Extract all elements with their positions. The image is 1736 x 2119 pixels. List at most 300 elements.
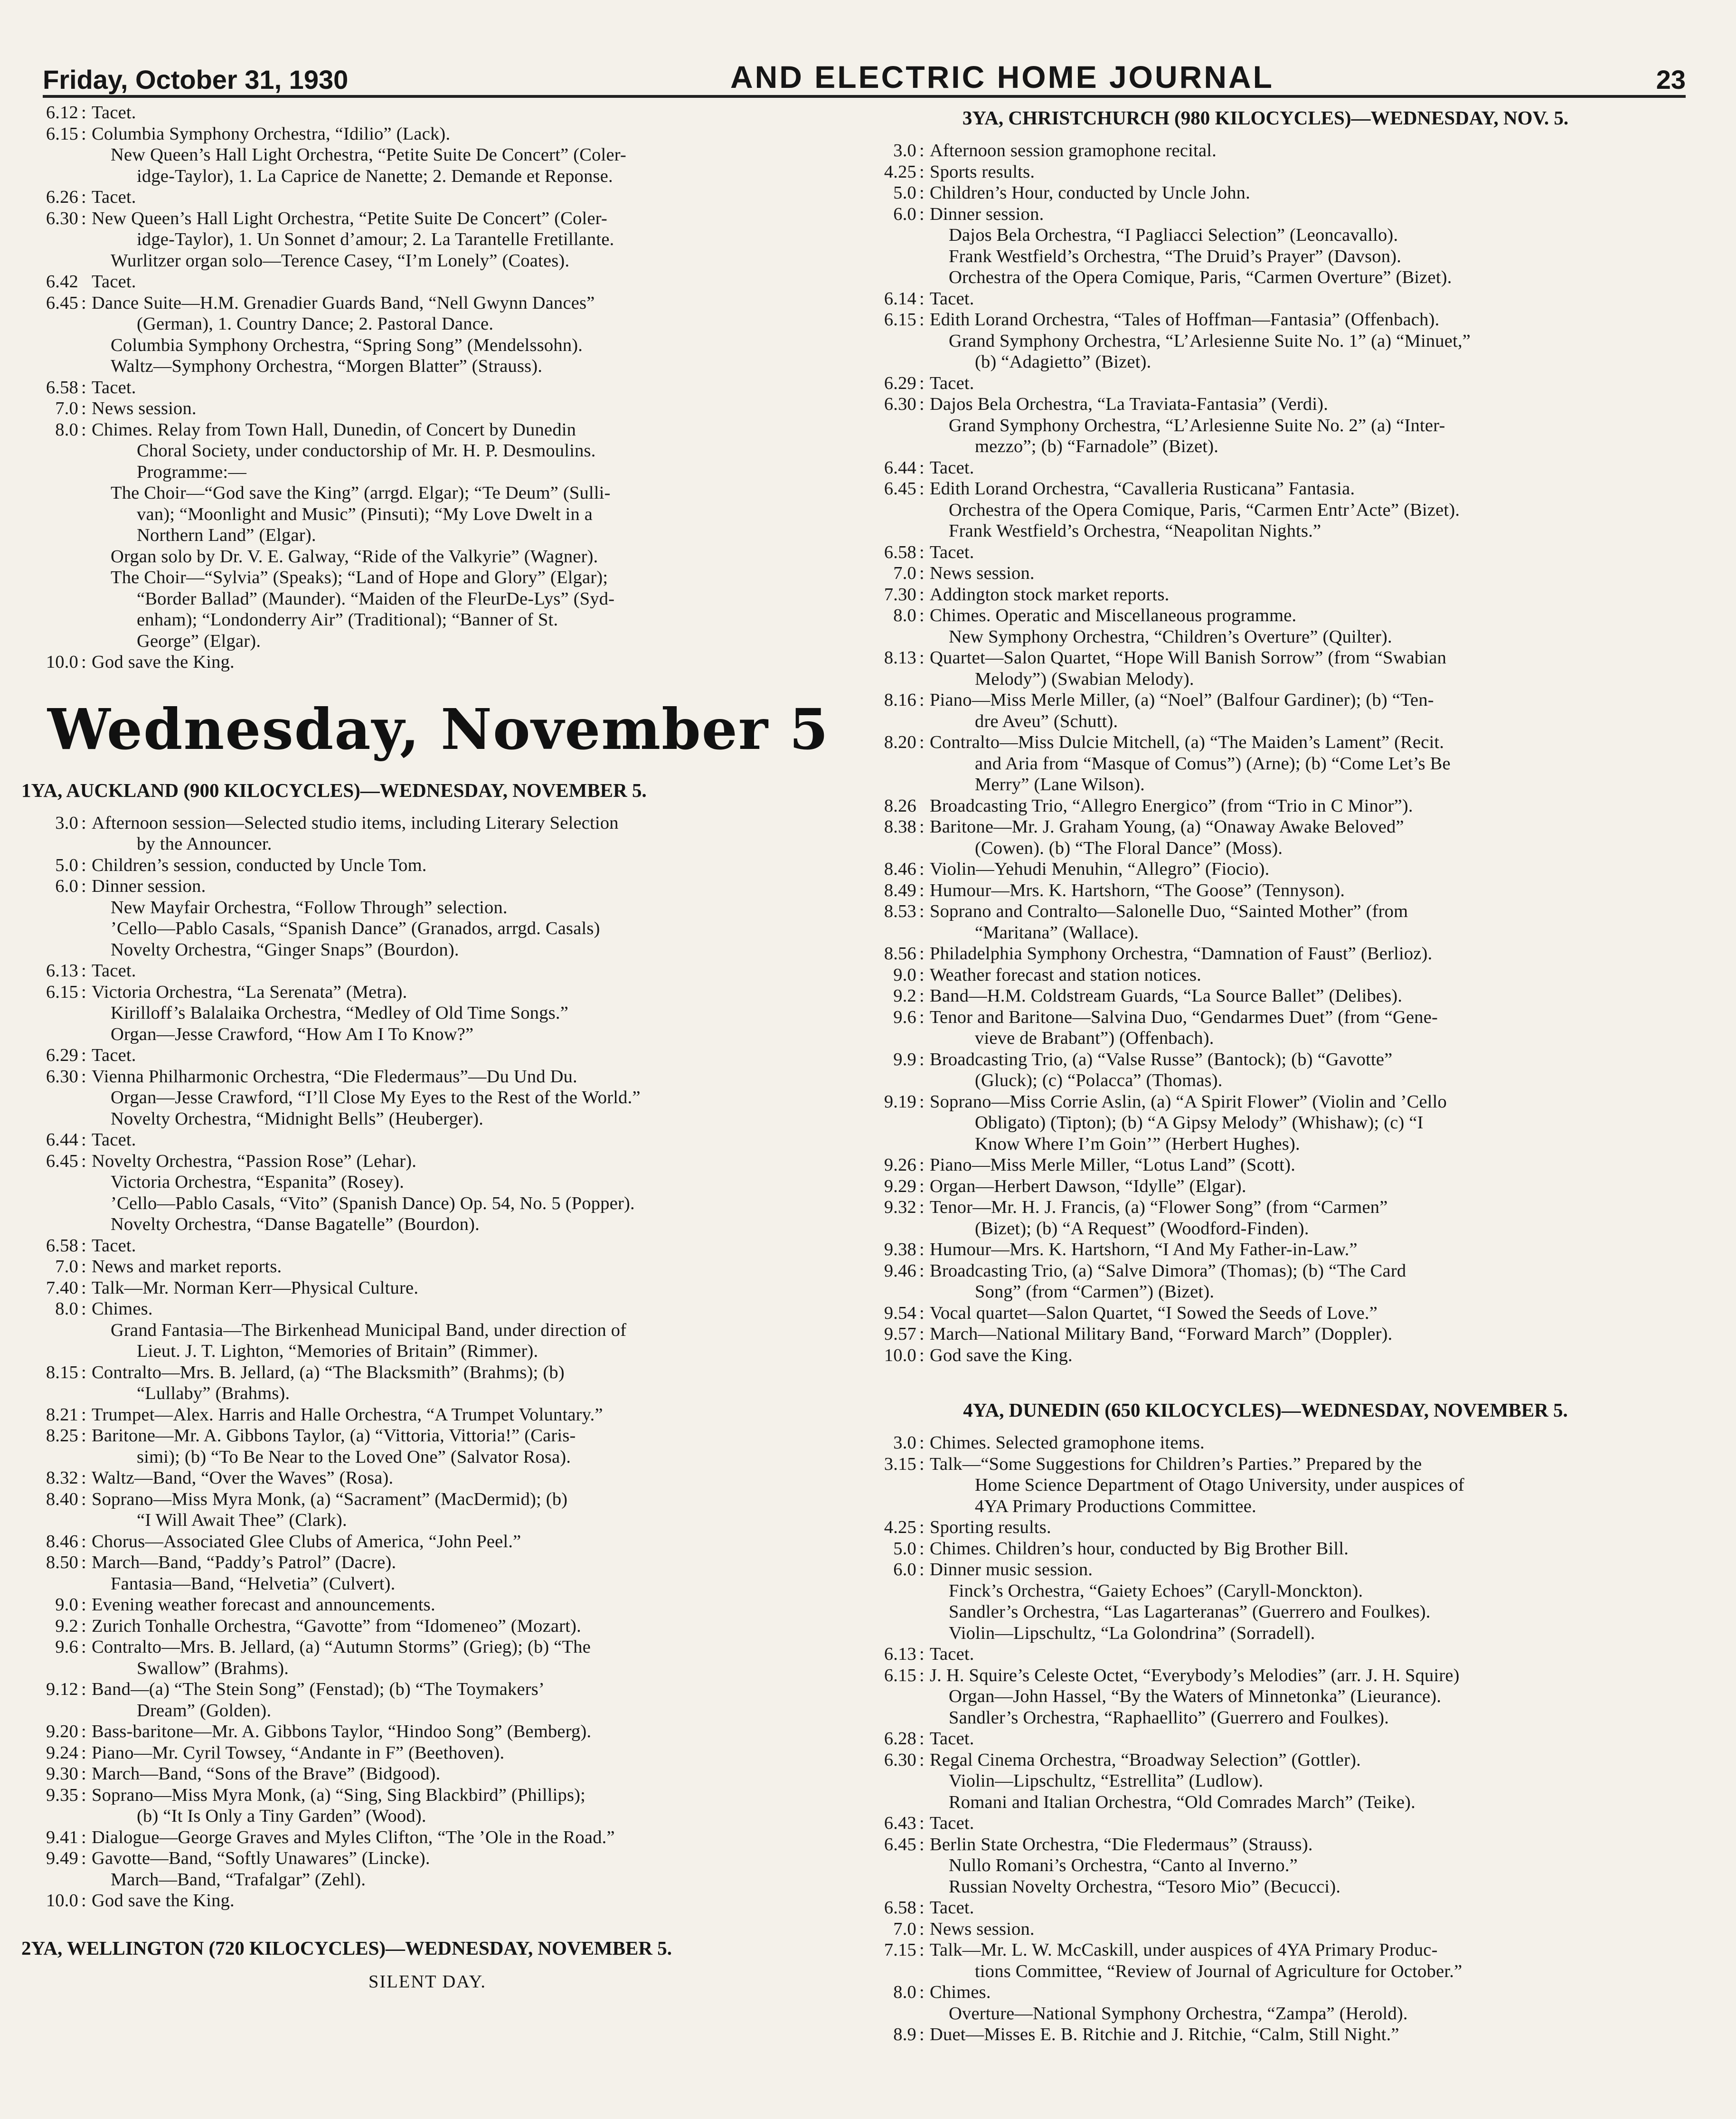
programme-text: Vocal quartet—Salon Quartet, “I Sowed the Seeds of Love.” <box>930 1303 1377 1323</box>
programme-line <box>21 813 833 834</box>
time-separator <box>919 1876 930 1898</box>
programme-line <box>859 182 1671 204</box>
programme-text: Frank Westfield’s Orchestra, “The Druid’s Prayer” (Davson). <box>949 246 1402 266</box>
programme-line <box>21 187 833 208</box>
programme-line <box>859 1517 1671 1538</box>
programme-line <box>859 1580 1671 1602</box>
programme-line <box>859 1665 1671 1686</box>
time-separator <box>81 250 92 272</box>
time-label: 6.13 <box>884 1644 916 1664</box>
programme-text: Victoria Orchestra, “Espanita” (Rosey). <box>111 1172 405 1192</box>
programme-text: “Border Ballad” (Maunder). “Maiden of the FleurDe-Lys” (Syd- <box>137 588 615 609</box>
programme-text: March—National Military Band, “Forward March” (Doppler). <box>930 1324 1393 1344</box>
programme-line <box>859 1686 1671 1707</box>
time-separator: : <box>81 876 86 896</box>
programme-text: Programme:— <box>137 462 247 482</box>
programme-line <box>21 1616 833 1637</box>
programme-text: Soprano—Miss Myra Monk, (a) “Sing, Sing Blackbird” (Phillips); <box>92 1785 586 1805</box>
time-separator: : <box>81 1404 86 1425</box>
time-separator: : <box>919 1729 925 1749</box>
time-label: 6.0 <box>55 876 78 896</box>
programme-text: Children’s Hour, conducted by Uncle John. <box>930 183 1250 203</box>
time-separator: : <box>81 652 86 672</box>
programme-line <box>859 985 1671 1007</box>
programme-line <box>859 457 1671 479</box>
programme-text: Waltz—Band, “Over the Waves” (Rosa). <box>92 1468 394 1488</box>
programme-line <box>859 1644 1671 1665</box>
programme-text: Tacet. <box>92 961 136 981</box>
programme-text: idge-Taylor), 1. Un Sonnet d’amour; 2. La Tarantelle Fretillante. <box>137 229 614 249</box>
programme-text: Philadelphia Symphony Orchestra, “Damnation of Faust” (Berlioz). <box>930 944 1433 964</box>
programme-text: Dinner music session. <box>930 1560 1093 1580</box>
programme-line <box>21 609 833 631</box>
programme-line <box>21 1383 833 1404</box>
time-separator: : <box>919 1324 925 1344</box>
programme-line <box>21 1510 833 1531</box>
time-label: 9.0 <box>893 965 916 985</box>
time-label <box>21 546 81 568</box>
time-label <box>859 1770 919 1792</box>
programme-3ya <box>859 140 1671 1366</box>
programme-line <box>21 1214 833 1235</box>
programme-line <box>859 246 1671 267</box>
time-separator: : <box>919 944 925 964</box>
programme-line <box>21 1890 833 1911</box>
time-separator <box>81 1383 92 1404</box>
programme-line <box>859 1961 1671 1982</box>
time-label <box>21 1193 81 1214</box>
programme-text: tions Committee, “Review of Journal of Agriculture for October.” <box>975 1961 1462 1981</box>
time-separator <box>81 1510 92 1531</box>
time-separator: : <box>81 1257 86 1277</box>
programme-line <box>859 1324 1671 1345</box>
time-label: 9.2 <box>55 1616 78 1636</box>
time-label <box>859 1876 919 1898</box>
programme-text: Obligato) (Tipton); (b) “A Gipsy Melody” (Whishaw); (c) “I <box>975 1113 1424 1133</box>
time-label: 8.56 <box>884 944 916 964</box>
time-label: 8.0 <box>893 605 916 625</box>
programme-line <box>859 1197 1671 1218</box>
programme-text: New Mayfair Orchestra, “Follow Through” selection. <box>111 897 508 918</box>
time-label <box>21 897 81 918</box>
time-separator <box>919 922 930 944</box>
time-separator: : <box>919 817 925 837</box>
programme-line <box>859 2003 1671 2024</box>
programme-line <box>859 1070 1671 1091</box>
programme-text: Children’s session, conducted by Uncle Tom. <box>92 855 427 875</box>
programme-text: Organ—Jesse Crawford, “How Am I To Know?” <box>111 1024 474 1044</box>
programme-text: Tacet. <box>930 1813 974 1833</box>
programme-4ya <box>859 1432 1671 2045</box>
programme-line <box>21 897 833 918</box>
time-label: 8.53 <box>884 901 916 921</box>
time-label <box>21 1214 81 1235</box>
time-label: 9.6 <box>893 1007 916 1027</box>
time-separator: : <box>919 986 925 1006</box>
time-separator <box>81 1193 92 1214</box>
time-label <box>21 525 81 546</box>
time-separator <box>81 440 92 462</box>
time-label: 3.0 <box>55 813 78 833</box>
time-label <box>859 1112 919 1134</box>
time-label: 6.58 <box>884 1898 916 1918</box>
time-separator: : <box>919 1049 925 1069</box>
programme-text: Merry” (Lane Wilson). <box>975 775 1145 795</box>
time-label: 8.25 <box>46 1426 78 1446</box>
time-separator: : <box>81 961 86 981</box>
time-label <box>21 609 81 631</box>
time-label: 4.25 <box>884 161 916 182</box>
time-label <box>859 246 919 267</box>
programme-line <box>21 398 833 419</box>
programme-text: and Aria from “Masque of Comus”) (Arne); (b) “Come Let’s Be <box>975 753 1451 774</box>
programme-line <box>21 567 833 588</box>
programme-line <box>21 652 833 673</box>
programme-text: March—Band, “Trafalgar” (Zehl). <box>111 1869 366 1890</box>
programme-text: Home Science Department of Otago University, under auspices of <box>975 1475 1464 1495</box>
time-label: 5.0 <box>893 183 916 203</box>
programme-text: Tenor—Mr. H. J. Francis, (a) “Flower Song” (from “Carmen” <box>930 1197 1388 1217</box>
programme-line <box>859 373 1671 394</box>
programme-line <box>21 918 833 939</box>
programme-line <box>859 753 1671 775</box>
time-separator: : <box>919 542 925 562</box>
time-label <box>21 356 81 377</box>
programme-text: New Queen’s Hall Light Orchestra, “Petite Suite De Concert” (Coler- <box>111 145 627 165</box>
programme-line <box>21 271 833 293</box>
programme-text: (German), 1. Country Dance; 2. Pastoral Dance. <box>137 314 494 334</box>
programme-text: Tenor and Baritone—Salvina Duo, “Gendarmes Duet” (from “Gene- <box>930 1007 1438 1027</box>
time-label <box>21 166 81 187</box>
programme-line <box>859 1813 1671 1834</box>
time-label <box>21 1658 81 1679</box>
programme-text: Contralto—Mrs. B. Jellard, (a) “Autumn Storms” (Grieg); (b) “The <box>92 1637 591 1657</box>
time-label <box>859 2003 919 2024</box>
time-label <box>21 588 81 610</box>
time-separator <box>919 1601 930 1623</box>
time-separator <box>919 246 930 267</box>
programme-text: “Lullaby” (Brahms). <box>137 1383 290 1403</box>
time-separator <box>919 267 930 288</box>
time-label: 6.15 <box>884 1665 916 1685</box>
time-separator: : <box>81 1468 86 1488</box>
time-separator: : <box>919 965 925 985</box>
time-label <box>859 1792 919 1813</box>
time-label <box>21 482 81 504</box>
programme-line <box>859 626 1671 648</box>
time-label: 9.6 <box>55 1637 78 1657</box>
programme-text: Baritone—Mr. J. Graham Young, (a) “Onaway Awake Beloved” <box>930 817 1404 837</box>
programme-line <box>21 982 833 1003</box>
programme-text: Berlin State Orchestra, “Die Fledermaus” (Strauss). <box>930 1834 1313 1854</box>
programme-line <box>21 1235 833 1257</box>
programme-line <box>859 331 1671 352</box>
time-separator: : <box>919 1644 925 1664</box>
time-label <box>859 1580 919 1602</box>
time-separator: : <box>919 373 925 393</box>
time-label: 9.24 <box>46 1742 78 1763</box>
programme-text: Tacet. <box>92 1235 136 1256</box>
programme-line <box>21 1003 833 1024</box>
time-separator <box>81 1214 92 1235</box>
programme-text: Kirilloff’s Balalaika Orchestra, “Medley of Old Time Songs.” <box>111 1003 568 1023</box>
programme-text: Romani and Italian Orchestra, “Old Comrades March” (Teike). <box>949 1792 1416 1812</box>
time-separator: : <box>919 1750 925 1770</box>
programme-text: God save the King. <box>92 652 235 672</box>
time-separator <box>81 504 92 525</box>
programme-text: Sandler’s Orchestra, “Raphaellito” (Guerrero and Foulkes). <box>949 1707 1389 1728</box>
time-label: 7.0 <box>893 563 916 583</box>
programme-line <box>859 1897 1671 1919</box>
programme-line <box>21 1256 833 1277</box>
programme-line <box>859 2024 1671 2045</box>
time-label: 9.54 <box>884 1303 916 1323</box>
programme-text: Afternoon session gramophone recital. <box>930 141 1217 161</box>
time-label <box>859 1281 919 1303</box>
programme-line <box>21 1066 833 1088</box>
programme-text: Tacet. <box>92 272 136 292</box>
programme-line <box>859 520 1671 542</box>
time-separator: : <box>919 1665 925 1685</box>
programme-text: Chimes. Operatic and Miscellaneous programme. <box>930 605 1297 625</box>
programme-line <box>859 838 1671 859</box>
time-separator: : <box>919 1538 925 1559</box>
time-label: 6.29 <box>884 373 916 393</box>
programme-line <box>21 1172 833 1193</box>
time-separator: : <box>919 1007 925 1027</box>
programme-1ya <box>21 813 833 1911</box>
programme-line <box>859 1728 1671 1750</box>
programme-text: (b) “It Is Only a Tiny Garden” (Wood). <box>137 1806 426 1826</box>
programme-line <box>21 631 833 652</box>
journal-title: AND ELECTRIC HOME JOURNAL <box>730 59 1274 95</box>
time-separator <box>81 546 92 568</box>
left-column <box>21 102 833 2087</box>
programme-line <box>859 1623 1671 1644</box>
programme-text: Melody”) (Swabian Melody). <box>975 669 1194 689</box>
programme-text: by the Announcer. <box>137 834 272 854</box>
programme-text: “I Will Await Thee” (Clark). <box>137 1510 347 1530</box>
time-label <box>859 1686 919 1707</box>
programme-text: ’Cello—Pablo Casals, “Vito” (Spanish Dance) Op. 54, No. 5 (Popper). <box>111 1193 635 1213</box>
time-separator: : <box>81 813 86 833</box>
time-separator: : <box>81 982 86 1002</box>
time-label <box>21 229 81 250</box>
time-separator <box>919 225 930 246</box>
time-label <box>859 1134 919 1155</box>
programme-text: Nullo Romani’s Orchestra, “Canto al Inverno.” <box>949 1855 1298 1875</box>
programme-text: Sports results. <box>930 161 1035 182</box>
time-separator: : <box>919 310 925 330</box>
time-separator <box>919 1707 930 1729</box>
programme-text: Song” (from “Carmen”) (Bizet). <box>975 1282 1215 1302</box>
time-label <box>859 267 919 288</box>
time-separator <box>81 588 92 610</box>
time-separator: : <box>919 1303 925 1323</box>
time-label <box>859 415 919 436</box>
time-label <box>21 833 81 855</box>
programme-line <box>21 1658 833 1679</box>
programme-line <box>859 309 1671 331</box>
time-separator <box>919 1281 930 1303</box>
time-separator: : <box>919 859 925 879</box>
time-label <box>859 669 919 690</box>
programme-text: Organ solo by Dr. V. E. Galway, “Ride of the Valkyrie” (Wagner). <box>111 546 598 567</box>
programme-text: Tacet. <box>930 288 974 309</box>
time-separator: : <box>81 1299 86 1319</box>
programme-line <box>859 669 1671 690</box>
time-separator <box>81 525 92 546</box>
time-separator <box>81 939 92 961</box>
programme-text: George” (Elgar). <box>137 631 261 651</box>
programme-line <box>21 102 833 123</box>
programme-line <box>21 144 833 166</box>
time-label: 6.45 <box>884 479 916 499</box>
programme-text: mezzo”; (b) “Farnadole” (Bizet). <box>975 436 1219 456</box>
time-separator: : <box>919 394 925 414</box>
programme-text: Broadcasting Trio, “Allegro Energico” (from “Trio in C Minor”). <box>930 795 1413 816</box>
programme-line <box>21 1827 833 1848</box>
time-label: 8.21 <box>46 1404 78 1425</box>
time-separator <box>81 1447 92 1468</box>
time-label: 9.32 <box>884 1197 916 1217</box>
time-label: 6.15 <box>46 982 78 1002</box>
programme-text: Novelty Orchestra, “Ginger Snaps” (Bourdon). <box>111 939 459 960</box>
programme-text: Organ—Jesse Crawford, “I’ll Close My Eyes to the Rest of the World.” <box>111 1088 641 1107</box>
time-label: 9.26 <box>884 1155 916 1175</box>
time-separator: : <box>919 1940 925 1960</box>
time-label: 7.30 <box>884 584 916 605</box>
time-label <box>21 313 81 335</box>
programme-line <box>859 1239 1671 1260</box>
programme-line <box>21 1045 833 1066</box>
programme-line <box>21 1404 833 1426</box>
time-label: 8.40 <box>46 1489 78 1509</box>
programme-text: The Choir—“God save the King” (arrgd. Elgar); “Te Deum” (Sulli- <box>111 483 611 503</box>
time-label <box>859 1601 919 1623</box>
programme-text: Dance Suite—H.M. Grenadier Guards Band, “Nell Gwynn Dances” <box>92 293 595 313</box>
time-separator: : <box>919 732 925 752</box>
time-separator: : <box>919 1155 925 1175</box>
time-label: 8.0 <box>55 1299 78 1319</box>
programme-text: van); “Moonlight and Music” (Pinsuti); “My Love Dwelt in a <box>137 504 593 524</box>
time-separator: : <box>919 457 925 478</box>
programme-line <box>859 1154 1671 1176</box>
programme-text: Dajos Bela Orchestra, “La Traviata-Fantasia” (Verdi). <box>930 394 1329 414</box>
programme-line <box>859 1475 1671 1496</box>
programme-line <box>859 1559 1671 1580</box>
programme-text: Tacet. <box>930 1729 974 1749</box>
time-separator: : <box>81 419 86 440</box>
programme-text: Tacet. <box>930 457 974 478</box>
time-separator: : <box>919 584 925 605</box>
time-separator: : <box>81 1764 86 1784</box>
programme-text: Talk—“Some Suggestions for Children’s Parties.” Prepared by the <box>930 1454 1422 1474</box>
time-label: 8.16 <box>884 690 916 710</box>
time-label <box>859 774 919 795</box>
programme-line <box>859 288 1671 310</box>
time-separator <box>81 229 92 250</box>
programme-line <box>859 1834 1671 1855</box>
time-label <box>859 331 919 352</box>
programme-line <box>859 943 1671 965</box>
programme-text: J. H. Squire’s Celeste Octet, “Everybody’s Melodies” (arr. J. H. Squire) <box>930 1665 1460 1685</box>
programme-line <box>21 1320 833 1341</box>
time-separator <box>919 1028 930 1049</box>
programme-text: Band—H.M. Coldstream Guards, “La Source Ballet” (Delibes). <box>930 986 1403 1006</box>
time-label: 10.0 <box>884 1345 916 1365</box>
programme-line <box>859 1454 1671 1475</box>
programme-line <box>859 732 1671 753</box>
programme-line <box>859 225 1671 246</box>
programme-text: Overture—National Symphony Orchestra, “Zampa” (Herold). <box>949 2003 1408 2024</box>
programme-text: Chimes. Relay from Town Hall, Dunedin, of Concert by Dunedin <box>92 419 576 440</box>
programme-line <box>21 588 833 610</box>
programme-line <box>21 313 833 335</box>
time-separator <box>81 1341 92 1362</box>
programme-line <box>21 1700 833 1722</box>
programme-line <box>859 965 1671 986</box>
programme-line <box>859 1919 1671 1940</box>
time-separator: : <box>919 1898 925 1918</box>
time-label <box>21 1108 81 1130</box>
programme-line <box>21 546 833 568</box>
programme-line <box>859 1792 1671 1813</box>
programme-text: Tacet. <box>92 377 136 397</box>
programme-line <box>859 542 1671 563</box>
time-separator <box>919 838 930 859</box>
time-label <box>859 922 919 944</box>
programme-text: Grand Symphony Orchestra, “L’Arlesienne Suite No. 1” (a) “Minuet,” <box>949 331 1471 351</box>
time-label: 6.30 <box>884 1750 916 1770</box>
time-separator <box>919 436 930 457</box>
time-separator <box>919 415 930 436</box>
programme-text: idge-Taylor), 1. La Caprice de Nanette; 2. Demande et Reponse. <box>137 166 613 186</box>
programme-line <box>859 267 1671 288</box>
time-separator: : <box>81 398 86 418</box>
time-label <box>859 1961 919 1982</box>
programme-line <box>859 795 1671 817</box>
programme-text: “Maritana” (Wallace). <box>975 922 1139 943</box>
programme-text: Duet—Misses E. B. Ritchie and J. Ritchie, “Calm, Still Night.” <box>930 2024 1399 2044</box>
time-separator <box>919 1496 930 1517</box>
time-separator: : <box>81 1235 86 1256</box>
time-label: 8.49 <box>884 880 916 900</box>
programme-line <box>859 1028 1671 1049</box>
time-label: 8.15 <box>46 1362 78 1382</box>
programme-text: Broadcasting Trio, (a) “Salve Dimora” (Thomas); (b) “The Card <box>930 1260 1406 1281</box>
time-label: 8.46 <box>884 859 916 879</box>
time-separator <box>81 1172 92 1193</box>
programme-text: Orchestra of the Opera Comique, Paris, “Carmen Entr’Acte” (Bizet). <box>949 500 1460 520</box>
time-label: 6.58 <box>46 377 78 397</box>
programme-line <box>859 415 1671 436</box>
time-separator: : <box>81 1130 86 1150</box>
time-separator <box>919 626 930 648</box>
time-separator: : <box>81 1848 86 1868</box>
programme-text: Dinner session. <box>930 204 1044 224</box>
time-label: 8.9 <box>893 2024 916 2044</box>
time-separator: : <box>919 1834 925 1854</box>
programme-line <box>21 1447 833 1468</box>
programme-text: Humour—Mrs. K. Hartshorn, “I And My Father-in-Law.” <box>930 1239 1358 1259</box>
time-label <box>21 335 81 356</box>
time-separator <box>81 166 92 187</box>
time-separator <box>919 669 930 690</box>
time-separator: : <box>919 1260 925 1281</box>
programme-line <box>859 1432 1671 1454</box>
programme-line <box>859 1939 1671 1961</box>
